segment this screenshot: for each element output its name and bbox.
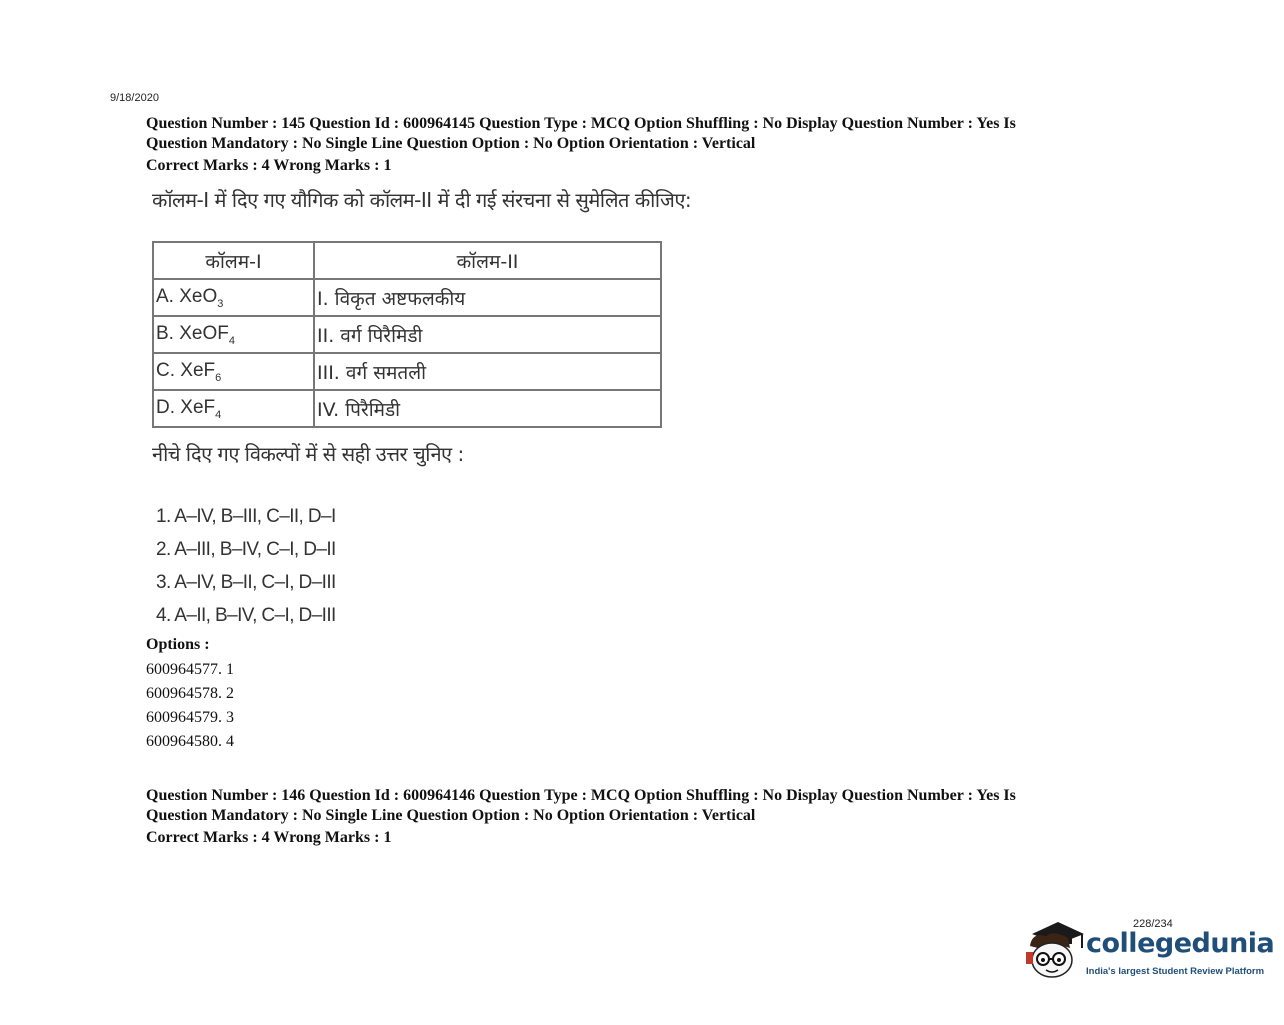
option-id-1: 600964577. 1: [146, 661, 234, 678]
compound-cell: [153, 316, 314, 353]
table-row: [153, 353, 661, 390]
mascot-icon: [1024, 918, 1086, 988]
option-id-4: 600964580. 4: [146, 733, 234, 750]
question-145-marks: Correct Marks : 4 Wrong Marks : 1: [146, 157, 392, 174]
collegedunia-logo: [1024, 918, 1275, 988]
question-145-header-line2: Question Mandatory : No Single Line Question Option : No Option Orientation : Vertical: [146, 135, 756, 152]
question-146-marks: Correct Marks : 4 Wrong Marks : 1: [146, 829, 392, 846]
match-table: [152, 241, 662, 428]
print-date: 9/18/2020: [110, 92, 159, 104]
structure-cell: IV. पिरैमिडी: [314, 390, 661, 427]
compound-cell: [153, 390, 314, 427]
choose-instruction: नीचे दिए गए विकल्पों में से सही उत्तर चुनिए :: [152, 442, 464, 466]
column-2-header: कॉलम-II: [314, 242, 661, 279]
compound-formula: A. XeO: [156, 285, 218, 307]
column-1-header: कॉलम-I: [153, 242, 314, 279]
match-table-header-row: [153, 242, 661, 279]
logo-tagline: India's largest Student Review Platform: [1086, 966, 1265, 977]
logo-wordmark: collegedunia: [1086, 928, 1275, 959]
table-row: [153, 390, 661, 427]
compound-formula: D. XeF: [156, 396, 216, 418]
table-row: [153, 316, 661, 353]
table-row: [153, 279, 661, 316]
compound-subscript: 6: [215, 371, 222, 384]
answer-choices: [156, 500, 336, 632]
question-146-header: [146, 786, 1106, 826]
question-146-header-line2: Question Mandatory : No Single Line Question Option : No Option Orientation : Vertical: [146, 807, 756, 824]
structure-cell: II. वर्ग पिरैमिडी: [314, 316, 661, 353]
structure-cell: I. विकृत अष्टफलकीय: [314, 279, 661, 316]
compound-subscript: 3: [217, 297, 224, 310]
choice-1: 1. A–IV, B–III, C–II, D–I: [156, 506, 336, 527]
compound-subscript: 4: [215, 408, 222, 421]
page-number: 228/234: [1133, 918, 1173, 930]
question-145-instruction: कॉलम-I में दिए गए यौगिक को कॉलम-II में दी गई संरचना से सुमेलित कीजिए:: [152, 188, 692, 212]
question-145-header-line1: Question Number : 145 Question Id : 600964145 Question Type : MCQ Option Shuffling : No Display Question Number : Yes Is: [146, 115, 1016, 132]
choice-2: 2. A–III, B–IV, C–I, D–II: [156, 539, 336, 560]
question-146-header-line1: Question Number : 146 Question Id : 600964146 Question Type : MCQ Option Shuffling : No Display Question Number : Yes Is: [146, 787, 1016, 804]
options-label: Options :: [146, 636, 210, 653]
compound-cell: [153, 353, 314, 390]
compound-formula: B. XeOF: [156, 322, 229, 344]
question-145-header: [146, 114, 1106, 154]
choice-4: 4. A–II, B–IV, C–I, D–III: [156, 605, 336, 626]
options-list: [146, 660, 234, 756]
structure-cell: III. वर्ग समतली: [314, 353, 661, 390]
compound-cell: [153, 279, 314, 316]
compound-formula: C. XeF: [156, 359, 216, 381]
choice-3: 3. A–IV, B–II, C–I, D–III: [156, 572, 336, 593]
compound-subscript: 4: [228, 334, 235, 347]
option-id-2: 600964578. 2: [146, 685, 234, 702]
option-id-3: 600964579. 3: [146, 709, 234, 726]
